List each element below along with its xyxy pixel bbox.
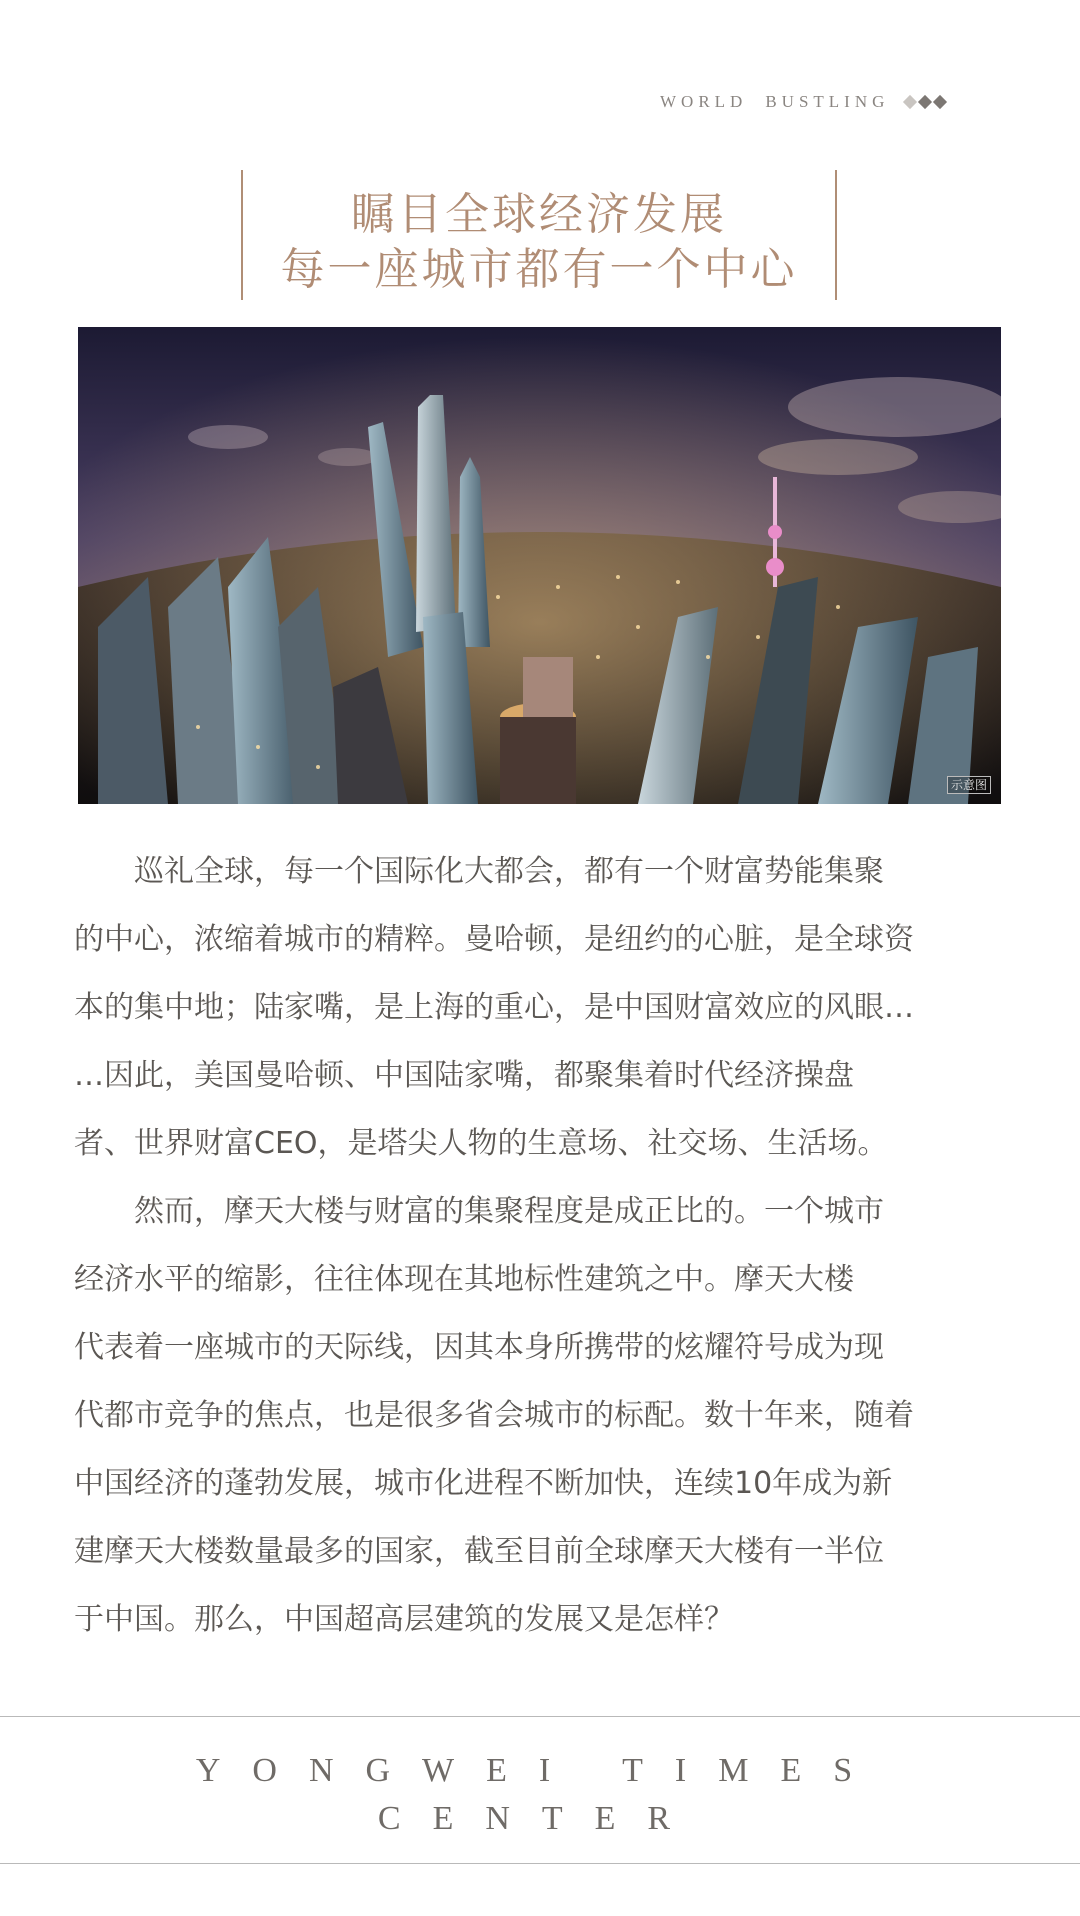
paragraph-2-line: 中国经济的蓬勃发展，城市化进程不断加快，连续10年成为新 xyxy=(74,1466,893,1501)
paragraph-1-line: 者、世界财富CEO，是塔尖人物的生意场、社交场、生活场。 xyxy=(74,1126,888,1161)
diamond-icon xyxy=(918,95,932,109)
illustration-label: 示意图 xyxy=(947,776,991,794)
paragraph-2-line: 然而，摩天大楼与财富的集聚程度是成正比的。一个城市 xyxy=(134,1194,884,1229)
paragraph-2 xyxy=(74,1178,1004,1654)
title-line-2: 每一座城市都有一个中心 xyxy=(280,244,798,295)
title-frame xyxy=(241,170,837,300)
paragraph-2-line: 于中国。那么，中国超高层建筑的发展又是怎样？ xyxy=(74,1602,734,1637)
paragraph-2-line: 代表着一座城市的天际线，因其本身所携带的炫耀符号成为现 xyxy=(74,1330,884,1365)
brand-name-line-1: YONGWEI TIMES xyxy=(195,1752,885,1789)
brand-name-line-2: CENTER xyxy=(377,1800,703,1837)
diamond-ornament-icon xyxy=(905,97,945,107)
header-word-bustling: BUSTLING xyxy=(765,92,890,111)
city-night-photo xyxy=(78,327,1001,804)
paragraph-2-line: 代都市竞争的焦点，也是很多省会城市的标配。数十年来，随着 xyxy=(74,1398,914,1433)
paragraph-2-line: 建摩天大楼数量最多的国家，截至目前全球摩天大楼有一半位 xyxy=(74,1534,884,1569)
paragraph-1-line: 的中心，浓缩着城市的精粹。曼哈顿，是纽约的心脏，是全球资 xyxy=(74,922,914,957)
diamond-icon xyxy=(933,95,947,109)
diamond-icon xyxy=(903,95,917,109)
title-line-1: 瞩目全球经济发展 xyxy=(351,189,727,240)
footer-divider-bottom xyxy=(0,1863,1080,1864)
paragraph-1-line: 本的集中地；陆家嘴，是上海的重心，是中国财富效应的风眼… xyxy=(74,990,914,1025)
paragraph-1-line: …因此，美国曼哈顿、中国陆家嘴，都聚集着时代经济操盘 xyxy=(74,1058,854,1093)
paragraph-1-line: 巡礼全球，每一个国际化大都会，都有一个财富势能集聚 xyxy=(134,854,884,889)
header-tagline xyxy=(660,92,945,112)
paragraph-1 xyxy=(74,838,1004,1178)
header-word-world: WORLD xyxy=(660,92,748,111)
paragraph-2-line: 经济水平的缩影，往往体现在其地标性建筑之中。摩天大楼 xyxy=(74,1262,854,1297)
footer-divider-top xyxy=(0,1716,1080,1717)
city-skyline-illustration xyxy=(78,327,1001,804)
